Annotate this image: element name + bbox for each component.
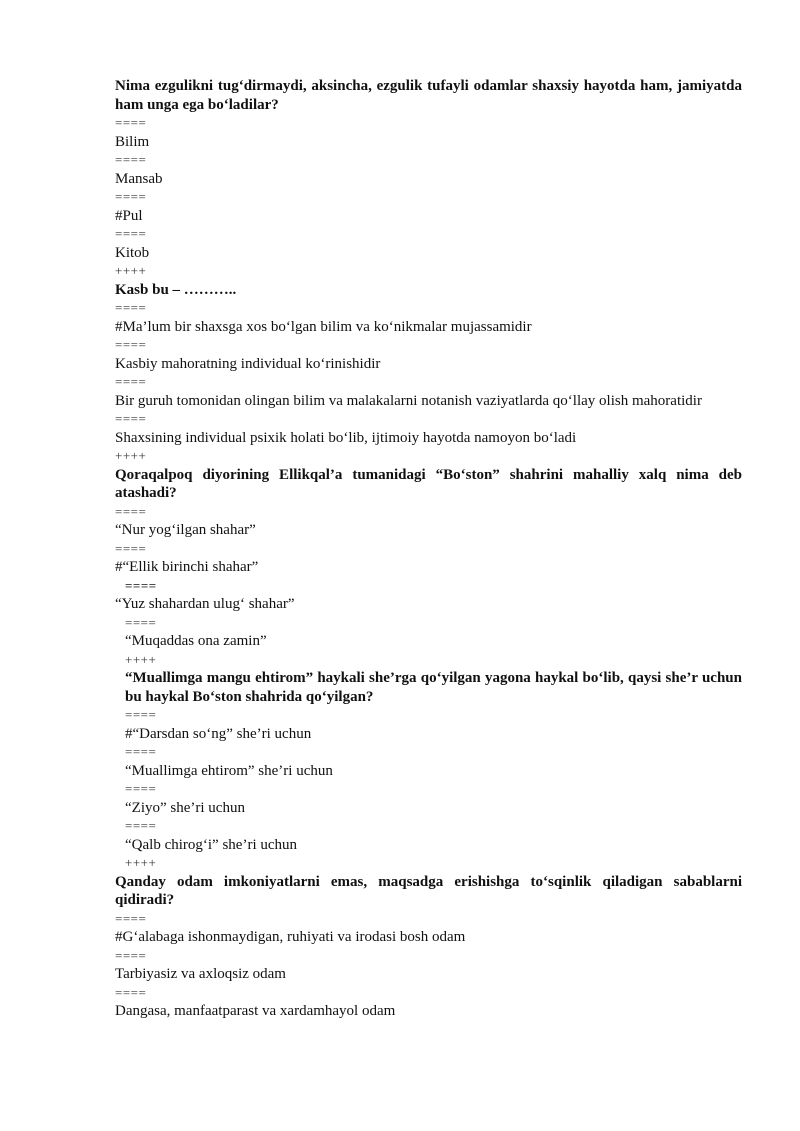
option-separator: ====: [115, 300, 147, 315]
question-5-option-1: #G‘alabaga ishonmaydigan, ruhiyati va irodasi bosh odam: [115, 929, 466, 945]
option-separator: ====: [115, 337, 147, 352]
option-separator: ====: [125, 744, 157, 759]
question-2-option-4: Shaxsining individual psixik holati bo‘lib, ijtimoiy hayotda namoyon bo‘ladi: [115, 429, 577, 446]
question-5-option-3: Dangasa, manfaatparast va xardamhayol odam: [115, 1003, 396, 1019]
question-2-option-2: Kasbiy mahoratning individual ko‘rinishidir: [115, 355, 381, 372]
question-4-text: “Muallimga mangu ehtirom” haykali she’rga qo‘yilgan yagona haykal bo‘lib, qaysi she’r uchun bu haykal Bo‘ston shahrida qo‘yilgan?: [125, 670, 742, 705]
question-2-option-3: Bir guruh tomonidan olingan bilim va malakalarni notanish vaziyatlarda qo‘llay olish mahoratidir: [115, 392, 702, 409]
question-1-option-2: Mansab: [115, 170, 163, 187]
option-separator: ====: [125, 707, 157, 722]
option-separator: ====: [125, 614, 157, 630]
test-document: [115, 77, 742, 1021]
question-2-text: Kasb bu – ………..: [115, 281, 237, 298]
question-4-option-2: “Muallimga ehtirom” she’ri uchun: [125, 762, 333, 779]
option-separator: ====: [115, 503, 147, 519]
option-separator: ====: [115, 910, 147, 926]
question-3-option-3: “Yuz shahardan ulug‘ shahar”: [115, 596, 295, 612]
option-separator: ====: [125, 781, 157, 796]
option-separator: ====: [115, 226, 147, 241]
question-separator: ++++: [125, 651, 157, 667]
option-separator: ====: [115, 189, 147, 204]
question-4-option-1: #“Darsdan so‘ng” she’ri uchun: [125, 725, 312, 742]
question-1-option-4: Kitob: [115, 244, 150, 261]
question-1-text: Nima ezgulikni tug‘dirmaydi, aksincha, ezgulik tufayli odamlar shaxsiy hayotda ham, jamiyatda ham unga ega bo‘ladilar?: [115, 78, 742, 113]
option-separator: ====: [115, 411, 147, 426]
question-2-option-1: #Ma’lum bir shaxsga xos bo‘lgan bilim va ko‘nikmalar mujassamidir: [115, 318, 532, 335]
question-3-text: Qoraqalpoq diyorining Ellikqal’a tumanidagi “Bo‘ston” shahrini mahalliy xalq nima deb atashadi?: [115, 466, 742, 501]
option-separator: ====: [115, 374, 147, 389]
question-1-option-1: Bilim: [115, 133, 150, 150]
option-separator: ====: [115, 984, 147, 1000]
question-3-option-4: “Muqaddas ona zamin”: [125, 633, 267, 649]
question-4-option-4: “Qalb chirog‘i” she’ri uchun: [125, 836, 298, 853]
question-3-option-2: #“Ellik birinchi shahar”: [115, 559, 259, 575]
question-3-option-1: “Nur yog‘ilgan shahar”: [115, 522, 256, 538]
option-separator: ====: [125, 818, 157, 833]
option-separator: ====: [125, 577, 157, 593]
question-1-option-3: #Pul: [115, 207, 143, 224]
option-separator: ====: [115, 540, 147, 556]
question-separator: ++++: [125, 855, 157, 870]
question-separator: ++++: [115, 448, 147, 463]
option-separator: ====: [115, 947, 147, 963]
option-separator: ====: [115, 152, 147, 167]
question-separator: ++++: [115, 263, 147, 278]
question-5-text: Qanday odam imkoniyatlarni emas, maqsadga erishishga to‘sqinlik qiladigan sabablarni qidiradi?: [115, 873, 742, 908]
option-separator: ====: [115, 115, 147, 130]
question-5-option-2: Tarbiyasiz va axloqsiz odam: [115, 966, 286, 982]
question-4-option-3: “Ziyo” she’ri uchun: [125, 799, 245, 816]
